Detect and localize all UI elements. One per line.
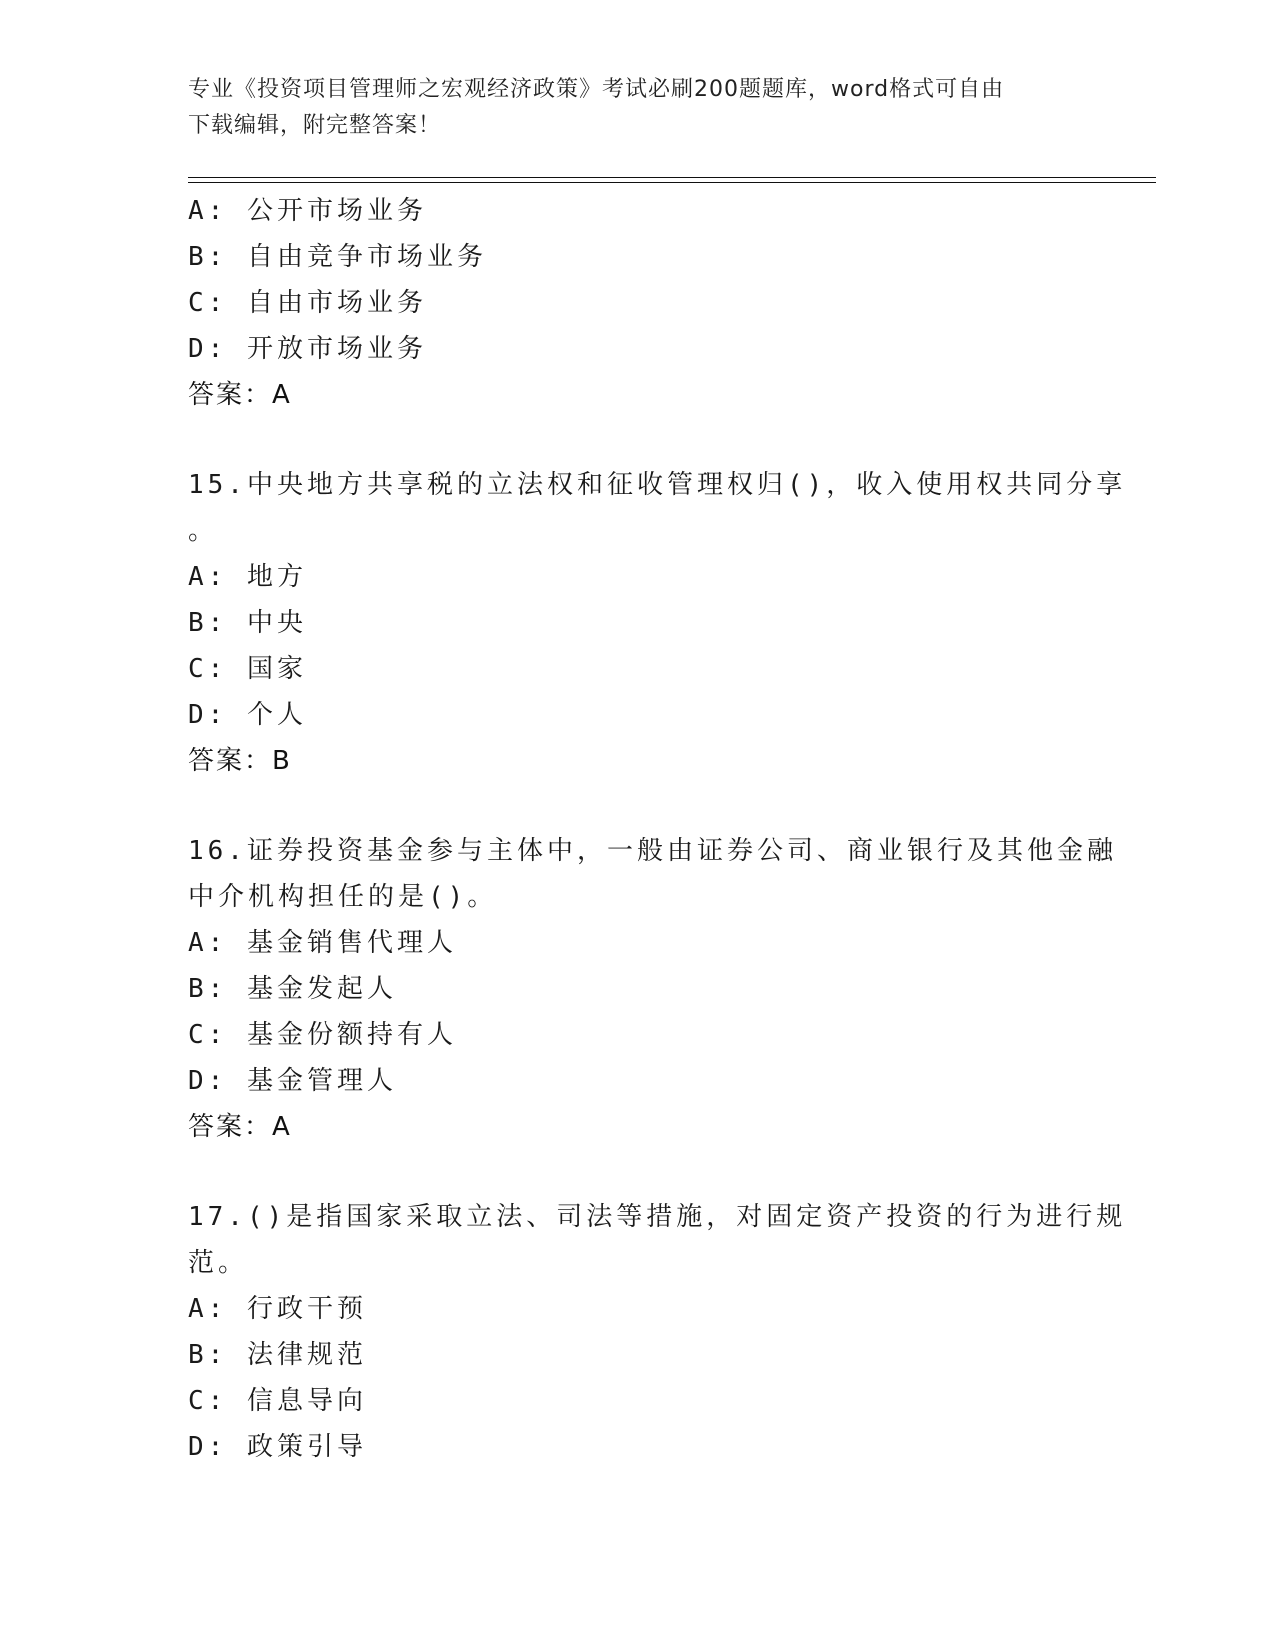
option-c: C: 国家 (188, 654, 307, 684)
option-b: B: 基金发起人 (188, 974, 397, 1004)
option-b: B: 中央 (188, 608, 307, 638)
question-text-line-1: 15.中央地方共享税的立法权和征收管理权归()，收入使用权共同分享 (188, 470, 1127, 500)
question-text-line-1: 16.证券投资基金参与主体中，一般由证券公司、商业银行及其他金融 (188, 836, 1117, 866)
option-c: C: 基金份额持有人 (188, 1020, 457, 1050)
option-c: C: 自由市场业务 (188, 288, 427, 318)
option-b: B: 自由竞争市场业务 (188, 242, 487, 272)
header-line-2: 下载编辑，附完整答案！ (188, 113, 442, 138)
option-a: A: 公开市场业务 (188, 196, 427, 226)
option-a: A: 地方 (188, 562, 307, 592)
document-content (188, 188, 1127, 1470)
answer: 答案：B (188, 746, 292, 776)
question-text-line-2: 中介机构担任的是()。 (188, 882, 498, 912)
header-divider (188, 177, 1156, 183)
question-text-line-2: 。 (188, 516, 219, 546)
header-line-1: 专业《投资项目管理师之宏观经济政策》考试必刷200题题库，word格式可自由 (188, 77, 1005, 102)
option-d: D: 个人 (188, 700, 307, 730)
question-text (188, 1194, 1127, 1286)
answer: 答案：A (188, 1112, 292, 1142)
option-c: C: 信息导向 (188, 1386, 367, 1416)
option-b: B: 法律规范 (188, 1340, 367, 1370)
question-15 (188, 462, 1127, 784)
document-header (188, 72, 1088, 144)
question-text (188, 828, 1117, 920)
option-a: A: 行政干预 (188, 1294, 367, 1324)
option-d: D: 政策引导 (188, 1432, 367, 1462)
option-d: D: 基金管理人 (188, 1066, 397, 1096)
question-text-line-2: 范。 (188, 1248, 249, 1278)
question-text (188, 462, 1127, 554)
option-d: D: 开放市场业务 (188, 334, 427, 364)
question-16 (188, 828, 1117, 1150)
option-a: A: 基金销售代理人 (188, 928, 457, 958)
question-17 (188, 1194, 1127, 1470)
question-14-options (188, 188, 1088, 418)
answer: 答案：A (188, 380, 292, 410)
question-text-line-1: 17.()是指国家采取立法、司法等措施，对固定资产投资的行为进行规 (188, 1202, 1127, 1232)
